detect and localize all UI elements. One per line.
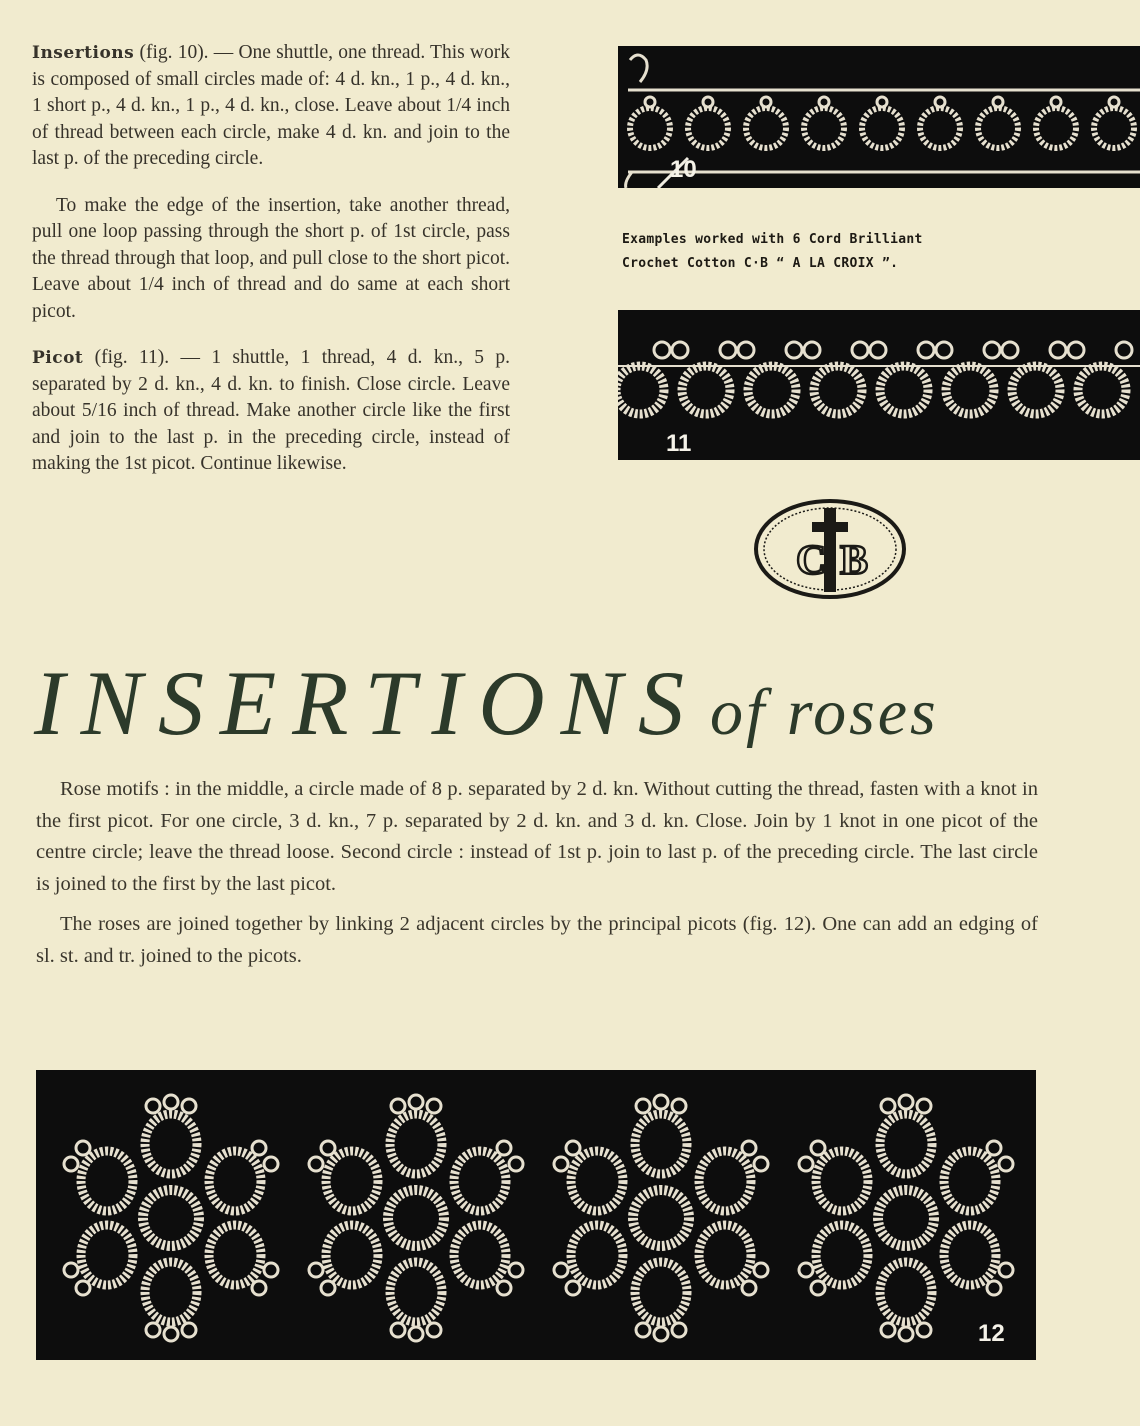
title-sub: of roses (710, 676, 939, 749)
insertions-paragraph (32, 40, 510, 173)
figure-12-label: 12 (978, 1320, 1005, 1347)
title-main: INSERTIONS (34, 652, 700, 754)
edge-paragraph: To make the edge of the insertion, take another thread, pull one loop passing through the short p. of 1st circle, pass the thread through that loop, and pull close to the short picot. Leave about 1/4 inch of thread and do same at each short picot. (32, 194, 510, 322)
insertions-text: (fig. 10). — One shuttle, one thread. This work is composed of small circles made of: 4 d. kn., 1 p., 4 d. kn., 1 short p., 4 d. kn., 1 p., 4 d. kn., close. Leave about 1/4 inch of thread between each circle, make 4 d. kn. and join to the last p. of the preceding circle. (32, 42, 510, 169)
svg-text:C: C (796, 538, 827, 584)
figure-11-label: 11 (666, 430, 692, 457)
insertions-heading: Insertions (32, 43, 135, 63)
picot-paragraph (32, 345, 510, 478)
cb-cross-logo (752, 496, 908, 602)
cotton-caption (622, 228, 1038, 276)
caption-line-2: Crochet Cotton C·B “ A LA CROIX ”. (622, 256, 899, 271)
svg-text:B: B (840, 538, 869, 584)
rose-joining-paragraph: The roses are joined together by linking 2 adjacent circles by the principal picots (fig. 12). One can add an edging of sl. st. and tr. joined to the picots. (36, 913, 1038, 967)
figure-11-photo (618, 310, 1140, 460)
figure-11-lace (618, 310, 1140, 460)
figure-12-photo (36, 1070, 1036, 1360)
figure-10-photo (618, 46, 1140, 188)
rose-motif-paragraph: Rose motifs : in the middle, a circle made of 8 p. separated by 2 d. kn. Without cutting the thread, fasten with a knot in the first picot. For one circle, 3 d. kn., 7 p. separated by 2 d. kn. and 3 d. kn. Close. Join by 1 knot in one picot of the centre circle; leave the thread loose. Second circle : instead of 1st p. join to last p. of the preceding circle. The last circle is joined to the first by the last picot. (36, 778, 1038, 895)
caption-line-1: Examples worked with 6 Cord Brilliant (622, 232, 923, 247)
rose-instructions (36, 774, 1038, 981)
cb-cross-logo-icon (752, 496, 908, 602)
figure-10-label: 10 (670, 156, 697, 183)
figure-12-lace (36, 1070, 1036, 1360)
page-title (34, 650, 1054, 756)
picot-text: (fig. 11). — 1 shuttle, 1 thread, 4 d. kn., 5 p. separated by 2 d. kn., 4 d. kn. to finish. Close circle. Leave about 5/16 inch of thread. Make another circle like the first and join to the last p. in the preceding circle, instead of making the 1st picot. Continue likewise. (32, 347, 510, 474)
instructions-column (32, 40, 510, 498)
picot-heading: Picot (32, 348, 84, 368)
